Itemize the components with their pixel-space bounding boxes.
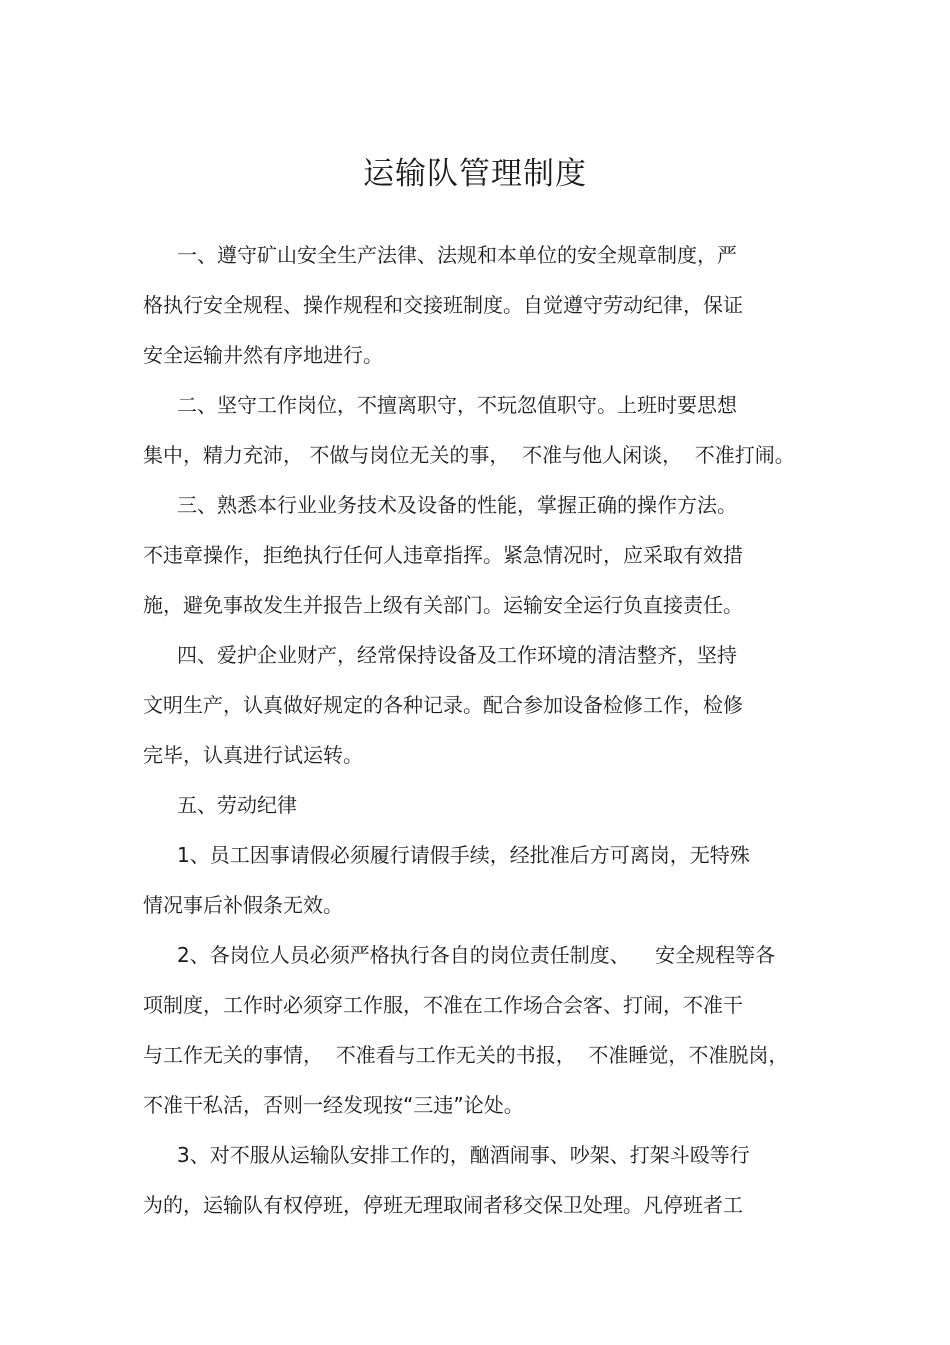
paragraph-line: 二、坚守工作岗位，不擅离职守，不玩忽值职守。上班时要思想 xyxy=(177,393,737,417)
paragraph-line: 不准干私活，否则一经发现按“三违”论处。 xyxy=(143,1093,524,1117)
paragraph-line: 1、员工因事请假必须履行请假手续，经批准后方可离岗，无特殊 xyxy=(177,843,750,867)
paragraph-line: 为的，运输队有权停班，停班无理取闹者移交保卫处理。凡停班者工 xyxy=(143,1193,743,1217)
paragraph-line: 项制度，工作时必须穿工作服，不准在工作场合会客、打闹，不准干 xyxy=(143,993,743,1017)
paragraph-line: 情况事后补假条无效。 xyxy=(143,893,343,917)
paragraph-line: 2、各岗位人员必须严格执行各自的岗位责任制度、 安全规程等各 xyxy=(177,943,776,967)
paragraph-line: 安全运输井然有序地进行。 xyxy=(143,343,383,367)
paragraph-line: 一、遵守矿山安全生产法律、法规和本单位的安全规章制度，严 xyxy=(177,243,737,267)
paragraph-line: 格执行安全规程、操作规程和交接班制度。自觉遵守劳动纪律，保证 xyxy=(143,293,743,317)
paragraph-line: 完毕，认真进行试运转。 xyxy=(143,743,363,767)
paragraph-line: 3、对不服从运输队安排工作的，酗酒闹事、吵架、打架斗殴等行 xyxy=(177,1143,750,1167)
paragraph-line: 三、熟悉本行业业务技术及设备的性能，掌握正确的操作方法。 xyxy=(177,493,737,517)
paragraph-line: 四、爱护企业财产，经常保持设备及工作环境的清洁整齐，坚持 xyxy=(177,643,737,667)
paragraph-line: 与工作无关的事情， 不准看与工作无关的书报， 不准睡觉，不准脱岗， xyxy=(143,1043,789,1067)
document-title: 运输队管理制度 xyxy=(363,156,587,192)
paragraph-line: 不违章操作，拒绝执行任何人违章指挥。紧急情况时，应采取有效措 xyxy=(143,543,743,567)
section-heading: 五、劳动纪律 xyxy=(177,793,297,817)
paragraph-line: 文明生产，认真做好规定的各种记录。配合参加设备检修工作，检修 xyxy=(143,693,743,717)
paragraph-line: 施，避免事故发生并报告上级有关部门。运输安全运行负直接责任。 xyxy=(143,593,743,617)
paragraph-line: 集中，精力充沛， 不做与岗位无关的事， 不准与他人闲谈， 不准打闹。 xyxy=(143,443,795,467)
